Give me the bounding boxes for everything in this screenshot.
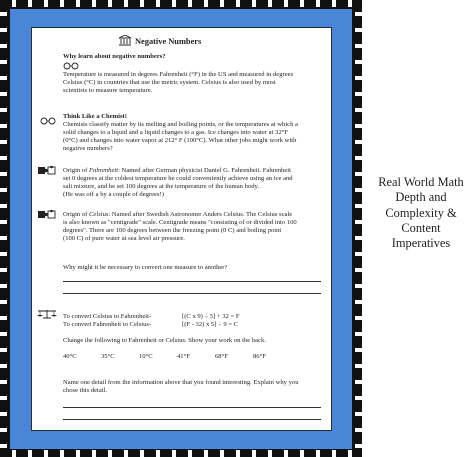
puzzle-icon [38,210,56,222]
chemist-line-4: negative numbers? [63,145,113,152]
temp-item: 10°C [139,353,153,360]
celsius-line-3: degrees". There are 100 degrees between the freezing point (0 C) and boiling point [63,227,282,234]
fahrenheit-line-2: set 0 degrees at the coldest temperature he could conveniently achieve using an ice and [63,175,293,182]
c-to-f-label: To convert Celsius to Fahrenheit- [63,313,152,320]
chemist-line-1: Chemists classify matter by its melting and boiling points, or the temperatures at which a [63,121,298,128]
question-1: Why might it be necessary to convert one measure to another? [63,264,228,271]
frame-left-dashes [0,0,7,457]
scales-icon [36,309,58,321]
temp-item: 86°F [253,353,266,360]
side-caption-line: Depth and [395,190,447,205]
why-line-3: scientists to measure temperature. [63,87,153,94]
why-line-1: Temperature is measured in degrees Fahrenheit (°F) in the US and measured in degrees [63,71,294,78]
fahrenheit-line-3: salt mixture, and he set 100 degrees at the temperature of the human body. [63,183,260,190]
answer-line[interactable] [63,407,321,408]
why-heading: Why learn about negative numbers? [63,53,166,60]
temp-item: 35°C [101,353,115,360]
answer-line[interactable] [63,419,321,420]
puzzle-icon [38,166,56,178]
side-caption-line: Complexity & [385,205,457,220]
glasses-icon [40,117,56,127]
answer-line[interactable] [63,281,321,282]
pillars-icon [118,35,132,48]
fahrenheit-line-4: (He was off a by a couple of degrees!) [63,191,164,198]
side-caption-line: Content [401,220,441,235]
chemist-heading: Think Like a Chemist! [63,113,127,120]
side-caption-line: Real World Math [378,175,464,189]
frame-bottom-dashes [0,450,362,457]
f-to-c-label: To convert Fahrenheit to Celsius- [63,321,152,328]
answer-line[interactable] [63,293,321,294]
celsius-term: Celsius [89,211,109,218]
why-line-2: Celsius (°C) in countries that use the metric system. Celsius is also used by most [63,79,276,86]
fahrenheit-rest: : Named after German physicist Daniel G. Fahrenheit. Fahrenheit [118,167,291,174]
celsius-lead: Origin of [63,211,90,218]
side-caption-line: Imperatives [391,236,451,251]
convert-instruction: Change the following to Fahrenheit or Celsius. Show your work on the back. [63,337,266,344]
question-2-line-2: chose this detail. [63,387,108,394]
chemist-line-2: solid changes to a liquid and a liquid changes to a gas. Ice changes into water at 32°F [63,129,288,136]
temp-item: 41°F [177,353,190,360]
c-to-f-formula: [(C x 9) ÷ 5] + 32 = F [182,313,240,320]
celsius-rest: : Named after Swedish Astronomer Anders Celsius. The Celsius scale [108,211,293,218]
f-to-c-formula: [(F - 32) x 5] ÷ 9 = C [182,321,239,328]
question-2-line-1: Name one detail from the information above that you found interesting. Explain why you [63,379,299,386]
fahrenheit-term: Fahrenheit [89,167,119,174]
celsius-line-4: (100 C) of pure water at sea level air pressure. [63,235,185,242]
fahrenheit-lead: Origin of [63,167,90,174]
chemist-line-3: (0°C) and changes into water vapor at 212° F (100°C). What other jobs might work with [63,137,297,144]
side-caption [368,175,474,251]
page-title: Negative Numbers [135,37,202,46]
temp-item: 40°C [63,353,77,360]
temp-item: 68°F [215,353,228,360]
frame-top-dashes [0,0,362,7]
celsius-line-2: is also known as "centigrade" scale. Centigrade means "consisting of or divided into 100 [63,219,297,226]
frame-right-dashes [355,0,362,457]
